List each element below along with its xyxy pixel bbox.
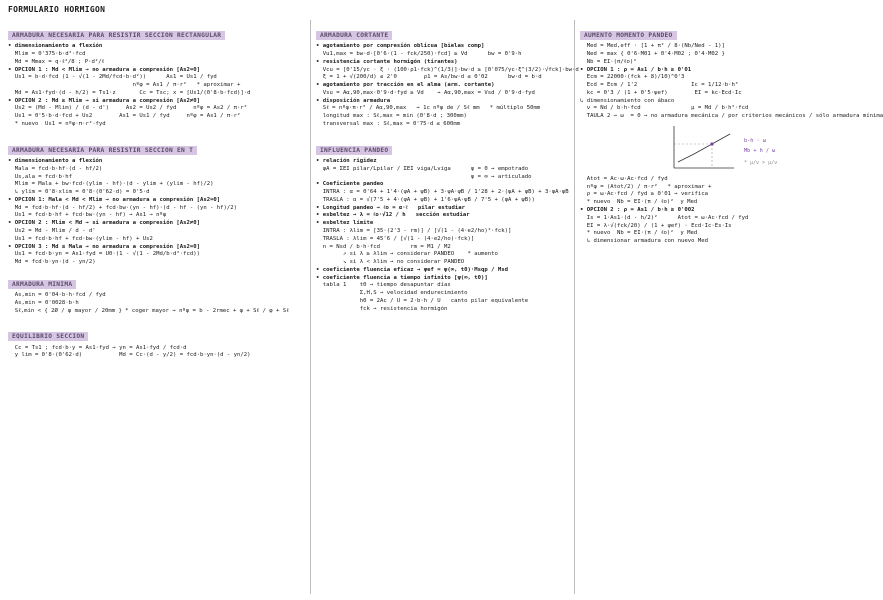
formula-line: * nuevo Nb = EI·(π / ℓo)² y Med — [580, 199, 698, 206]
formula-line: ψA = ΣEI pilar/Lpilar / ΣEI viga/Lviga ψ = 0 → empotrado — [316, 165, 529, 172]
formula-line: Σ,H,S → velocidad endurecimiento — [316, 290, 468, 297]
formula-line: Ned = max { 0'6·M01 + 0'4·M02 ; 0'4·M02 } — [580, 50, 725, 57]
formula-line: Med = Med,eff · [1 + π² / 8·(Nb/Ned - 1)] — [580, 43, 725, 50]
section-equilibrio — [8, 345, 306, 359]
formula-line: * nuevo Us1 = nºφ·π·r²·fyd — [8, 121, 106, 127]
section-header-t: ARMADURA NECESARIA PARA RESISTIR SECCION EN T — [8, 146, 197, 155]
formula-line: Mlim = 0'375·b·d²·fcd — [8, 50, 86, 57]
formula-line: longitud max : Sℓ,max = min (0'8·d ; 300mm) — [316, 113, 467, 120]
formula-line: * nuevo Nb = EI·(π / ℓo)² y Med — [580, 230, 698, 237]
section-header-rectangular: ARMADURA NECESARIA PARA RESISTIR SECCION RECTANGULAR — [8, 31, 225, 40]
formula-heading: • resistencia cortante hormigón (tirantes) — [316, 58, 458, 65]
formula-heading: • Longitud pandeo → ℓo = α·ℓ pilar estudiar — [316, 204, 466, 211]
formula-heading: • OPCION 1 : Md < Mlim → no armadura a compresión [As2=0] — [8, 66, 200, 73]
formula-line: Us1 = fcd·b·hf + fcd·bw·(yn - hf) → As1 → nºφ — [8, 212, 167, 219]
section-header-cortante: ARMADURA CORTANTE — [316, 31, 392, 40]
section-t — [8, 158, 306, 266]
formula-heading: • Coeficiente pandeo — [316, 181, 384, 188]
formula-line: kc = 0'3 / (1 + 0'5·ψef) EI = kc·Ecd·Ic — [580, 89, 742, 96]
formula-heading: • OPCION 3 : Md ≤ Mala → no armadura a compresión [As2=0] — [8, 243, 200, 250]
formula-line: ↳ dimensionamiento con ábaco — [580, 97, 675, 104]
section-cortante — [316, 43, 579, 127]
formula-heading: • OPCION 2 : Mlim < Md → si armadura a compresión [As2≠0] — [8, 220, 200, 227]
formula-heading: • coeficiente fluencia eficaz → ψef = ψ(∞, t0)·Msqp / Msd — [316, 266, 508, 273]
abaco-formula-2: Mb + h / ω — [744, 147, 776, 154]
abaco-note: * μ/ν > μ/ν — [744, 159, 778, 166]
formula-line: INTRA : α = 0'64 + 1'4·(ψA + ψB) + 3·ψA·ψB / 1'28 + 2·(ψA + ψB) + 3·ψA·ψB — [316, 189, 569, 196]
formula-line: transversal max : Sℓ,max = 0'75·d ≤ 600mm — [316, 121, 461, 127]
formula-line: Us2 = (Md - Mlim) / (d - d') As2 = Us2 / fyd nºφ = As2 / π·r² — [8, 105, 248, 112]
formula-line: Us1 = b·d·fcd (1 - √(1 - 2Md/fcd·b·d²)) As1 = Us1 / fyd — [8, 74, 217, 81]
formula-line: ↘ si λ < λlim → no considerar PANDEO — [316, 259, 465, 266]
formula-line: nºφ = As1 / π·r² * aproximar + — [8, 82, 241, 89]
column-1 — [8, 22, 306, 360]
formula-line: As,min = 0'0028·b·h — [8, 299, 79, 306]
formula-line: ↳ ylim = 0'8·xlim = 0'8·(0'62·d) = 0'5·d — [8, 189, 150, 196]
section-aumento-a — [580, 43, 883, 120]
formula-line: Us1 = fcd·b·yn = As1·fyd = U0·(1 - √(1 - 2Md/b·d²·fcd)) — [8, 251, 200, 258]
formula-line: ψ = ∞ → articulado — [316, 173, 532, 180]
section-pandeo — [316, 158, 571, 312]
column-divider — [574, 20, 575, 594]
formula-line: Md = Mmax = q·ℓ²/8 ; P·d²/ℓ — [8, 58, 105, 65]
formula-heading: • coeficiente fluencia a tiempo infinito [ψ(∞, t0)] — [316, 274, 488, 281]
section-header-aumento: AUMENTO MOMENTO PANDEO — [580, 31, 677, 40]
formula-line: h0 = 2Ac / U = 2·b·h / U canto pilar equivalente — [316, 298, 529, 305]
formula-line: Us,ala = fcd·b·hf — [8, 173, 72, 180]
formula-line: fck → resistencia hormigón — [316, 305, 448, 312]
formula-line: As,min = 0'04·b·h·fcd / fyd — [8, 292, 106, 299]
formula-line: Md = As1·fyd·(d - h/2) = Ts1·z Cc = Tsc; x = [Us1/(0'8·b·fcd)]·d — [8, 89, 251, 96]
formula-line: n = Nsd / b·h·fcd rm = M1 / M2 — [316, 243, 451, 250]
section-header-pandeo: INFLUENCIA PANDEO — [316, 146, 392, 155]
formula-line: Cc = Ts1 ; fcd·b·y = As1·fyd → yn = As1·fyd / fcd·d — [8, 344, 187, 351]
formula-line: INTRA : λlim = [35·(2'3 - rm)] / [√(1 - (4·e2/ho)²·fck)] — [316, 228, 512, 234]
page-title: FORMULARIO HORMIGON — [8, 5, 106, 14]
formula-heading: • OPCION 1 : ρ = As1 / b·h ≥ 0'01 — [580, 66, 692, 73]
formula-line: Vsu = Aα,90,max·0'9·d·fyd ≥ Vd → Aα,90,max = Vsd / 0'9·d·fyd — [316, 89, 535, 96]
formula-line: Mala = fcd·b·hf·(d - hf/2) — [8, 165, 103, 172]
formula-heading: • OPCION 1: Mala < Md < Mlim → no armadura a compresión [As2=0] — [8, 196, 221, 203]
formula-line: Md = fcd·b·yn·(d - yn/2) — [8, 259, 96, 266]
formula-heading: • relación rigidez — [316, 157, 377, 164]
formula-heading: • dimensionamiento a flexión — [8, 157, 103, 164]
section-header-minima: ARMADURA MINIMA — [8, 280, 76, 289]
formula-line: TAULA 2 → ω = 0 → no armadura mecánica / por criterios mecánicos / sólo armadura mínima — [580, 113, 883, 120]
formula-line: ↗ si λ ≥ λlim → considerar PANDEO * aumento — [316, 251, 498, 258]
formula-line: Sℓ = nºφ·π·r² / Aα,90,max → 1c nºφ de / Sℓ mm * múltiplo 50mm — [316, 105, 541, 112]
section-aumento-b — [580, 176, 842, 245]
formula-line: Mlim = Mala + bw·fcd·(ylim - hf)·(d - ylim + (ylim - hf)/2) — [8, 181, 214, 188]
formula-heading: • esbeltez → λ = ℓo·√12 / h sección estudiar — [316, 212, 470, 219]
formula-heading: • agotamiento por tracción en el alma (arm. cortante) — [316, 82, 495, 89]
formula-line: Us1 = fcd·b·hf + fcd·bw·(ylim - hf) + Us2 — [8, 235, 153, 242]
formula-line: ν = Nd / b·h·fcd μ = Md / b·h²·fcd — [580, 105, 749, 112]
formula-line: EI = λ·√(fck/20) / (1 + ψef) · Ecd·Ic·Es·Is — [580, 222, 732, 229]
formula-heading: • esbeltez límite — [316, 220, 374, 227]
formula-line: ↳ dimensionar armadura con nuevo Med — [580, 238, 708, 245]
abaco-point — [710, 142, 713, 145]
formula-line: tabla 1 t0 → tiempo desapuntar días — [316, 282, 451, 289]
formula-line: Md = fcd·b·hf·(d - hf/2) + fcd·bw·(yn - hf)·(d - hf - (yn - hf)/2) — [8, 204, 238, 211]
formula-line: Ecd = Ecm / 1'2 Ic = 1/12·b·h³ — [580, 82, 739, 89]
abaco-formula-1: b-h · ω — [744, 137, 766, 144]
formula-line: ξ = 1 + √(200/d) ≤ 2'0 ρ1 = As/bw·d ≤ 0'02 bw·d = b·d — [316, 74, 542, 81]
section-header-equilibrio: EQUILIBRIO SECCION — [8, 332, 88, 341]
abaco-diagram — [664, 122, 804, 174]
column-divider — [310, 20, 311, 594]
formula-line: y lim = 0'8·(0'62·d) Md = Cc·(d - y/2) = fcd·b·yn·(d - yn/2) — [8, 352, 251, 359]
formula-line: Us1 = 0'5·b·d·fcd + Us2 As1 = Us1 / fyd nºφ = As1 / π·r² — [8, 113, 241, 120]
formula-line: Is = 1·As1·(d - h/2)² Atot = ω·Ac·fcd / fyd — [580, 214, 749, 221]
formula-heading: • disposición armadura — [316, 97, 391, 104]
formula-line: Vcu = [0'15/γc · ξ · (100·ρ1·fck)^(1/3)]·bw·d ≥ [0'075/γc·ξ^(3/2)·√fck]·bw·d — [316, 66, 579, 73]
formula-line: Sℓ,min < { 2Ø / φ mayor / 20mm } * coger mayor → nºφ = b - 2rmec + φ + Sℓ / φ + Sℓ — [8, 307, 289, 314]
formula-heading: • OPCION 2 : Md ≥ Mlim → si armadura a compresión [As2≠0] — [8, 97, 200, 104]
formula-line: Atot = Ac·ω·Ac·fcd / fyd — [580, 175, 668, 182]
formula-line: TRASLA : λlim = 45'6 / [√(1 - (4·e2/ho)·fck)] — [316, 235, 475, 242]
abaco-curve — [678, 134, 730, 162]
formula-line: ρ = ω·Ac·fcd / fyd ≥ 0'01 → verifica — [580, 191, 708, 198]
formula-heading: • agotamiento por compresión oblicua [bielas comp] — [316, 43, 485, 50]
formula-line: Vu1,max = bw·d·[0'6·(1 - fck/250)·fcd] ≥ Vd bw = 0'9·h — [316, 50, 522, 57]
formula-line: TRASLA : α = √(7'5 + 4·(ψA + ψB) + 1'6·ψA·ψB / 7'5 + (ψA + ψB)) — [316, 196, 535, 203]
formula-line: Ecm = 22000·(fck + 8)/10)^0'3 — [580, 74, 685, 81]
column-3 — [580, 22, 883, 246]
formula-line: Us2 = Md - Mlim / d - d' — [8, 228, 96, 234]
formula-line: nºφ = (Atot/2) / π·r² * aproximar + — [580, 183, 712, 190]
section-minima — [8, 292, 306, 314]
formula-heading: • dimensionamiento a flexión — [8, 43, 103, 50]
column-2 — [316, 22, 579, 314]
formula-line: Nb = EI·(π/ℓo)² — [580, 58, 637, 65]
section-rectangular — [8, 43, 306, 127]
formula-heading: • OPCION 2 : ρ = As1 / b·h ≥ 0'002 — [580, 206, 695, 213]
